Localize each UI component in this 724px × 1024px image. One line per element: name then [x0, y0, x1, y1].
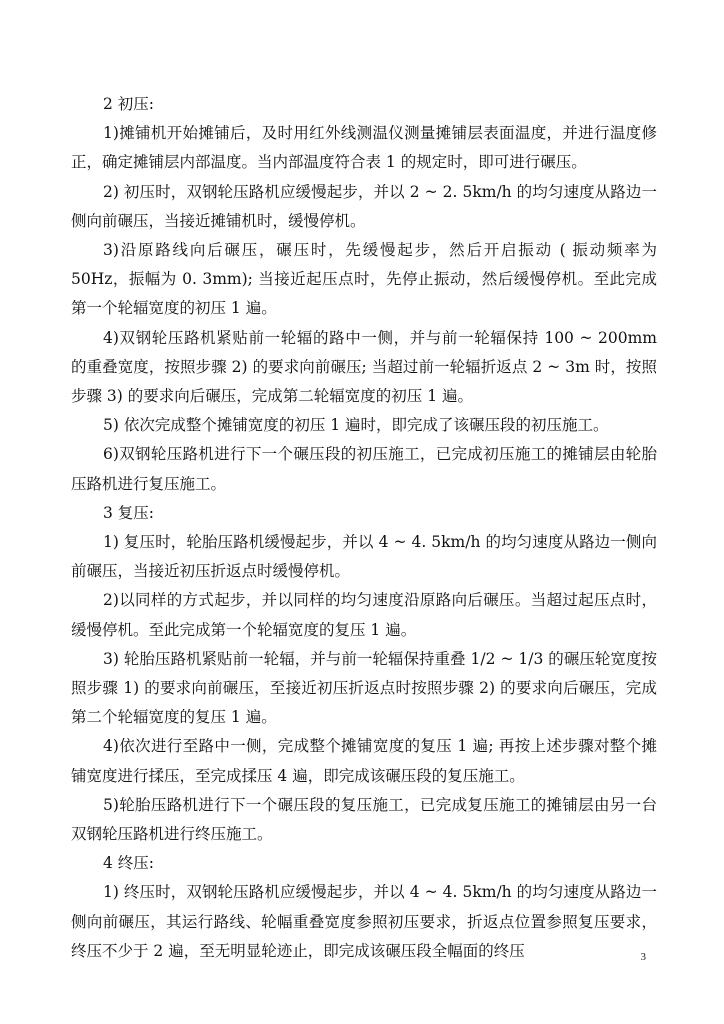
paragraph: 5)轮胎压路机进行下一个碾压段的复压施工，已完成复压施工的摊铺层由另一台双钢轮压路机进行终压施工。: [71, 795, 657, 844]
paragraph: 3)沿原路线向后碾压，碾压时，先缓慢起步，然后开启振动 ( 振动频率为 50Hz，振幅为 0. 3mm); 当接近起压点时，先停止振动，然后缓慢停机。至此完成第一个轮辐宽度的初压 1 遍。: [71, 241, 657, 318]
paragraph: 6)双钢轮压路机进行下一个碾压段的初压施工，已完成初压施工的摊铺层由轮胎压路机进行复压施工。: [71, 445, 657, 493]
paragraph: 2) 初压时，双钢轮压路机应缓慢起步，并以 2 ~ 2. 5km/h 的均匀速度从路边一侧向前碾压，当接近摊铺机时，缓慢停机。: [71, 182, 657, 230]
paragraph: 2)以同样的方式起步，并以同样的均匀速度沿原路向后碾压。当超过起压点时，缓慢停机。至此完成第一个轮辐宽度的复压 1 遍。: [71, 591, 657, 639]
section-heading-re-rolling: 3 复压:: [103, 503, 155, 522]
page-number: 3: [640, 951, 646, 963]
paragraph: 4)依次进行至路中一侧，完成整个摊铺宽度的复压 1 遍; 再按上述步骤对整个摊铺宽度进行揉压，至完成揉压 4 遍，即完成该碾压段的复压施工。: [71, 737, 657, 785]
paragraph: 1) 终压时，双钢轮压路机应缓慢起步，并以 4 ~ 4. 5km/h 的均匀速度从路边一侧向前碾压，其运行路线、轮幅重叠宽度参照初压要求，折返点位置参照复压要求，终压不少于 2 遍，至无明显轮迹止，即完成该碾压段全幅面的终压: [71, 883, 657, 960]
paragraph: 1) 复压时，轮胎压路机缓慢起步，并以 4 ~ 4. 5km/h 的均匀速度从路边一侧向前碾压，当接近初压折返点时缓慢停机。: [71, 533, 657, 581]
paragraph: 5) 依次完成整个摊铺宽度的初压 1 遍时，即完成了该碾压段的初压施工。: [103, 416, 609, 435]
paragraph: 1)摊铺机开始摊铺后，及时用红外线测温仪测量摊铺层表面温度，并进行温度修正，确定摊铺层内部温度。当内部温度符合表 1 的规定时，即可进行碾压。: [71, 124, 657, 172]
body-text: [71, 90, 657, 966]
section-heading-final-rolling: 4 终压:: [103, 854, 155, 873]
section-heading-initial-rolling: 2 初压:: [103, 95, 155, 113]
paragraph: 4)双钢轮压路机紧贴前一轮辐的路中一侧，并与前一轮辐保持 100 ~ 200mm 的重叠宽度，按照步骤 2) 的要求向前碾压; 当超过前一轮辐折返点 2 ~ 3m 时，按照步骤 3) 的要求向后碾压，完成第二轮辐宽度的初压 1 遍。: [71, 328, 657, 406]
paragraph: 3) 轮胎压路机紧贴前一轮辐，并与前一轮辐保持重叠 1/2 ~ 1/3 的碾压轮宽度按照步骤 1) 的要求向前碾压，至接近初压折返点时按照步骤 2) 的要求向后碾压，完成第二个轮辐宽度的复压 1 遍。: [71, 649, 657, 727]
